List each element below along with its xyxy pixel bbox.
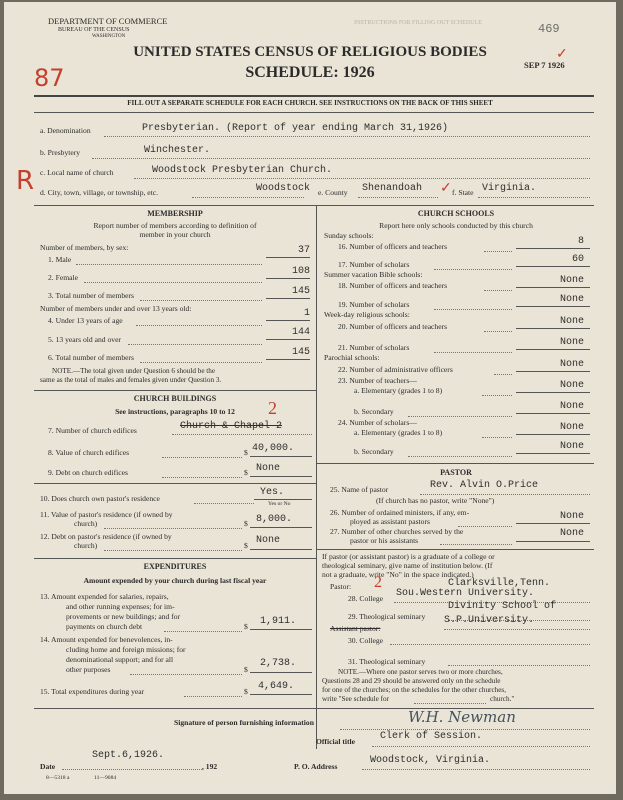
running-expenses-value: 1,911. [260, 616, 297, 627]
assistant-ministers-label-b: ployed as assistant pastors [350, 517, 430, 526]
under-13-value: 1 [303, 308, 310, 319]
membership-intro-1: Report number of members according to definition of [93, 221, 257, 230]
total-members-value: 145 [291, 286, 310, 297]
pastor-note-1: NOTE.—Where one pastor serves two or more churches, [338, 668, 503, 676]
teachers-secondary-label: b. Secondary [354, 407, 394, 416]
pastor-name-hint: (If church has no pastor, write "None") [376, 496, 495, 505]
total-members-age-label: 6. Total number of members [48, 353, 135, 362]
college-value-b: Sou.Western University. [396, 588, 535, 599]
red-handwritten-letter: R [16, 166, 35, 196]
church-name-value: Woodstock Presbyterian Church. [152, 165, 333, 176]
seminary-value-a: Divinity School of [448, 601, 557, 612]
graduate-instruction-2: theological seminary, give name of institution below. (If [322, 561, 493, 570]
po-address-label: P. O. Address [294, 762, 338, 771]
seminary-value-b: S.P.University. [444, 615, 535, 626]
scholars-label: 24. Number of scholars— [338, 418, 417, 427]
signature-value: W.H. Newman [408, 708, 516, 726]
scholars-elementary-value: None [559, 422, 584, 433]
running-expenses-label-b: and other running expenses; for im- [66, 602, 175, 611]
sunday-scholars-value: 60 [571, 254, 584, 265]
county-value: Shenandoah [362, 183, 423, 194]
red-church-count: 2 [268, 398, 277, 418]
over-13-label: 5. 13 years old and over [48, 335, 121, 344]
under-13-label: 4. Under 13 years of age [48, 316, 123, 325]
debt-residence-label-a: 12. Debt on pastor's residence (if owned by [40, 532, 172, 541]
expenditures-intro: Amount expended by your church during last fiscal year [83, 576, 267, 585]
graduate-instruction-1: If pastor (or assistant pastor) is a graduate of a college or [322, 552, 495, 561]
debt-residence-label-b: church) [74, 541, 98, 550]
running-expenses-label-a: 13. Amount expended for salaries, repairs, [40, 592, 169, 601]
assistant-pastor-label: Assistant pastor: [330, 624, 381, 633]
pastor-subheading: Pastor: [330, 582, 352, 591]
county-label: e. County [318, 188, 348, 197]
value-residence-label-a: 11. Value of pastor's residence (if owned by [40, 510, 173, 519]
benevolences-value: 2,738. [260, 658, 297, 669]
date-label: Date [40, 762, 56, 771]
sunday-scholars-label: 17. Number of scholars [338, 260, 410, 269]
graduate-instruction-3: not a graduate, write "No" in the space indicated.) [322, 570, 474, 579]
benevolences-label-c: denominational support; and for all [66, 655, 174, 664]
teachers-elementary-label: a. Elementary (grades 1 to 8) [354, 386, 443, 395]
pastor-name-value: Rev. Alvin O.Price [430, 480, 539, 491]
assistant-ministers-value: None [559, 511, 584, 522]
buildings-intro: See instructions, paragraphs 10 to 12 [115, 407, 235, 416]
city-name: WASHINGTON [92, 34, 126, 39]
pastor-note-3: for one of the churches; on the schedules for the other churches, [322, 686, 507, 694]
other-churches-label-b: pastor or his assistants [350, 536, 419, 545]
presbytery-label: b. Presbytery [40, 148, 81, 157]
form-subtitle: SCHEDULE: 1926 [245, 64, 375, 81]
running-expenses-label-d: payments on church debt [66, 622, 143, 631]
male-value: 37 [297, 245, 310, 256]
benevolences-label-d: other purposes [66, 665, 111, 674]
teachers-secondary-value: None [559, 401, 584, 412]
church-edifices-label: 7. Number of church edifices [48, 426, 137, 435]
city-value: Woodstock [256, 183, 311, 194]
admin-officers-value: None [559, 359, 584, 370]
summer-schools-label: Summer vacation Bible schools: [324, 270, 423, 279]
red-check-mark: ✓ [556, 47, 568, 62]
weekday-officers-label: 20. Number of officers and teachers [338, 322, 448, 331]
bureau-name: BUREAU OF THE CENSUS [58, 27, 130, 33]
red-check-mark-county: ✓ [440, 181, 452, 196]
debt-church-edifices-label: 9. Debt on church edifices [48, 468, 128, 477]
pastor-name-label: 25. Name of pastor [330, 485, 389, 494]
received-date-stamp: SEP 7 1926 [524, 60, 565, 70]
pastor-note-2: Questions 28 and 29 should be answered only on the schedule [322, 677, 501, 685]
pastor-note-4: write "See schedule for [322, 695, 389, 703]
state-value: Virginia. [482, 183, 537, 194]
total-expenditures-label: 15. Total expenditures during year [40, 687, 145, 696]
summer-officers-value: None [559, 275, 584, 286]
teachers-elementary-value: None [559, 380, 584, 391]
total-expenditures-value: 4,649. [258, 681, 295, 692]
summer-scholars-label: 19. Number of scholars [338, 300, 410, 309]
assistant-ministers-label-a: 26. Number of ordained ministers, if any, em- [330, 508, 470, 517]
red-handwritten-number: 87 [34, 64, 65, 92]
po-address-value: Woodstock, Virginia. [370, 755, 491, 766]
parochial-schools-label: Parochial schools: [324, 353, 380, 362]
sunday-officers-label: 16. Number of officers and teachers [338, 242, 448, 251]
over-13-value: 144 [291, 327, 310, 338]
yes-or-no-hint: Yes or No [268, 501, 291, 507]
total-members-age-value: 145 [291, 347, 310, 358]
female-value: 108 [291, 266, 310, 277]
census-schedule-page: DEPARTMENT OF COMMERCE BUREAU OF THE CENSUS WASHINGTON INSTRUCTIONS FOR FILLING OUT SCHEDULE 469 UNITED STATES CENSUS OF RELIGIOUS BODIES SCHEDULE: 1926 87 SEP 7 1926 ✓ FILL OUT A SEPARATE SCHEDULE FOR EACH CHURCH. SEE INSTRUCTIONS ON THE BACK OF THIS SHEET a. Denomination Presbyterian. (Report of year ending March 31,1926) b. Presbytery Winchester. c. Local name of church Woodstock Presbyterian Church. R d. City, town, village, or township, etc. Woodstock e. County Shenandoah ✓ f. State Virginia. MEMBERSHIP Report number of members according to definition of member in your church Number of members, by sex: 1. Male 37 2. Female 108 3. Total number of members 145 Number of members under and over 13 years old: 4. Under 13 years of age 1 5. 13 years old and over 144 6. Total number of members 145 NOTE.—The total given under Question 6 should be the same as the total of males and females given under Question 3. CHURCH BUILDINGS See instructions, paragraphs 10 to 12 2 7. Number of church edifices Church & Chapel 2 8. Value of church edifices $ 40,000. 9. Debt on church edifices $ None 10. Does church own pastor's residence Yes. Yes or No 11. Value of pastor's residence (if owned by church) $ 8,000. 12. Debt on pastor's residence (if owned by church) $ None EXPENDITURES Amount expended by your church during last fiscal year 13. Amount expended for salaries, repairs, and other running expenses; for im- provements or new buildings; and for payments on church debt $ 1,911. 14. Amount expended for benevolences, in- cluding home and foreign missions; for denominational support; and for all other purposes $ 2,738. 15. Total expenditures during year $ 4,649. CHURCH SCHOOLS Report here only schools conducted by this church Sunday schools: 16. Number of officers and teachers 8 17. Number of scholars 60 Summer vacation Bible schools: 18. Number of officers and teachers None 19. Number of scholars None Week-day religious schools: 20. Number of officers and teachers None 21. Number of scholars None Parochial schools: 22. Number of administrative officers None 23. Number of teachers— a. Elementary (grades 1 to 8) None b. Secondary None 24. Number of scholars— a. Elementary (grades 1 to 8) None b. Secondary None PASTOR 25. Name of pastor Rev. Alvin O.Price (If church has no pastor, write "None") 26. Number of ordained ministers, if any, em- ployed as assistant pastors None 27. Number of other churches served by the pastor or his assistants None If pastor (or assistant pastor) is a graduate of a college or theological seminary, give name of institution below. (If not a graduate, write "No" in the space indicated.) Pastor: 2 Clarksville,Tenn. 28. College Sou.Western University. Divinity School of 29. Theological seminary S.P.University. Assistant pastor: 30. College 31. Theological seminary NOTE.—Where one pastor serves two or more churches, Questions 28 and 29 should be answered only on the schedule for one of the churches; on the schedules for the other churches, write "See schedule for church." Signature of person furnishing information W.H. Newman Official title Clerk of Session. Date Sept.6,1926. , 192 P. O. Address Woodstock, Virginia. 8—5318 a 11—9084 [4, 2, 616, 794]
instruction-line: FILL OUT A SEPARATE SCHEDULE FOR EACH CHURCH. SEE INSTRUCTIONS ON THE BACK OF THIS SHEET [127, 99, 493, 107]
college-value-a: Clarksville,Tenn. [448, 578, 551, 589]
signature-label: Signature of person furnishing information [174, 718, 314, 727]
church-name-label: c. Local name of church [40, 168, 114, 177]
weekday-scholars-label: 21. Number of scholars [338, 343, 410, 352]
denomination-value: Presbyterian. (Report of year ending March 31,1926) [142, 123, 449, 134]
female-label: 2. Female [48, 273, 78, 282]
schedule-number: 469 [538, 22, 560, 36]
membership-note-1: NOTE.—The total given under Question 6 should be the [52, 367, 216, 375]
age-intro: Number of members under and over 13 years old: [40, 304, 192, 313]
pastor-note-5: church." [490, 695, 515, 703]
membership-intro-2: member in your church [139, 230, 211, 239]
form-print-number: 11—9084 [94, 775, 117, 781]
admin-officers-label: 22. Number of administrative officers [338, 365, 453, 374]
presbytery-value: Winchester. [144, 145, 211, 156]
schools-heading: CHURCH SCHOOLS [417, 209, 495, 218]
owns-residence-label: 10. Does church own pastor's residence [40, 494, 160, 503]
weekday-scholars-value: None [559, 337, 584, 348]
seminary-label: 29. Theological seminary [348, 612, 426, 621]
scholars-elementary-label: a. Elementary (grades 1 to 8) [354, 428, 443, 437]
debt-residence-value: None [256, 535, 281, 546]
other-churches-value: None [559, 528, 584, 539]
department-name: DEPARTMENT OF COMMERCE [48, 16, 168, 26]
other-churches-label-a: 27. Number of other churches served by the [330, 527, 464, 536]
date-year-suffix: , 192 [202, 762, 218, 771]
benevolences-label-a: 14. Amount expended for benevolences, in- [40, 635, 173, 644]
buildings-heading: CHURCH BUILDINGS [133, 394, 217, 403]
assistant-seminary-label: 31. Theological seminary [348, 657, 426, 666]
sunday-officers-value: 8 [577, 236, 584, 247]
membership-heading: MEMBERSHIP [147, 209, 203, 218]
schools-intro: Report here only schools conducted by this church [379, 221, 533, 230]
running-expenses-label-c: provements or new buildings; and for [66, 612, 181, 621]
benevolences-label-b: cluding home and foreign missions; for [66, 645, 186, 654]
college-label: 28. College [348, 594, 384, 603]
expenditures-heading: EXPENDITURES [143, 562, 207, 571]
official-title-label: Official title [316, 737, 356, 746]
scholars-secondary-label: b. Secondary [354, 447, 394, 456]
value-residence-value: 8,000. [256, 514, 293, 525]
teachers-label: 23. Number of teachers— [338, 376, 417, 385]
sunday-schools-label: Sunday schools: [324, 231, 374, 240]
membership-note-2: same as the total of males and females given under Question 3. [40, 376, 222, 384]
form-title: UNITED STATES CENSUS OF RELIGIOUS BODIES [133, 44, 487, 60]
total-members-label: 3. Total number of members [48, 291, 135, 300]
state-label: f. State [452, 188, 474, 197]
value-residence-label-b: church) [74, 519, 98, 528]
debt-church-edifices-value: None [256, 463, 281, 474]
church-edifices-value: Church & Chapel 2 [180, 421, 283, 432]
date-value: Sept.6,1926. [92, 750, 165, 761]
summer-scholars-value: None [559, 294, 584, 305]
assistant-college-label: 30. College [348, 636, 384, 645]
faint-heading: INSTRUCTIONS FOR FILLING OUT SCHEDULE [354, 20, 482, 26]
value-church-edifices-label: 8. Value of church edifices [48, 448, 130, 457]
weekday-schools-label: Week-day religious schools: [324, 310, 410, 319]
form-number: 8—5318 a [46, 775, 70, 781]
weekday-officers-value: None [559, 316, 584, 327]
members-by-sex: Number of members, by sex: [40, 243, 129, 252]
pastor-heading: PASTOR [440, 468, 472, 477]
owns-residence-value: Yes. [260, 487, 285, 498]
male-label: 1. Male [48, 255, 72, 264]
red-pastor-mark: 2 [374, 574, 382, 591]
official-title-value: Clerk of Session. [380, 731, 483, 742]
scholars-secondary-value: None [559, 441, 584, 452]
summer-officers-label: 18. Number of officers and teachers [338, 281, 448, 290]
city-label: d. City, town, village, or township, etc. [40, 188, 159, 197]
denomination-label: a. Denomination [40, 126, 91, 135]
value-church-edifices-value: 40,000. [252, 443, 295, 454]
